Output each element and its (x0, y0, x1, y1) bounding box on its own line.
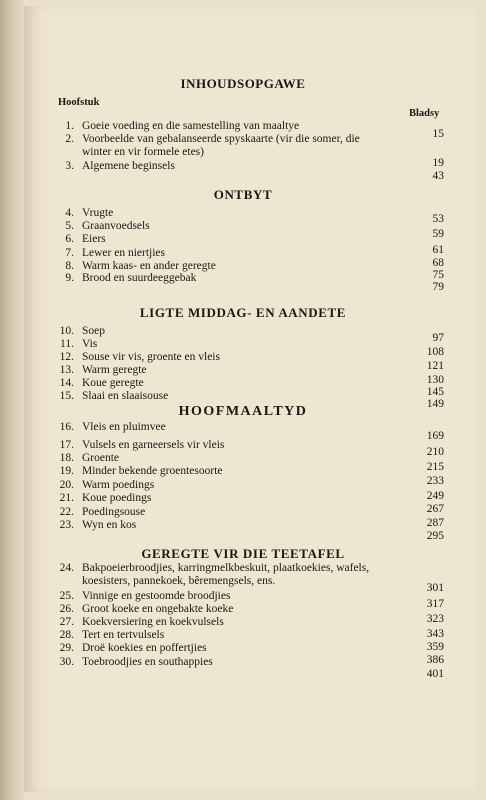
page-number: 210 (426, 446, 444, 458)
chapter-title: Vulsels en garneersels vir vleis (82, 439, 225, 451)
page-number: 68 (432, 257, 444, 269)
chapter-number: 25. (59, 590, 74, 602)
book-spine (0, 0, 24, 800)
chapter-title: Slaai en slaaisouse (82, 390, 169, 402)
chapter-number: 27. (59, 616, 74, 628)
section-heading: LIGTE MIDDAG- EN AANDETE (139, 305, 347, 320)
chapter-title: Tert en tertvulsels (82, 629, 165, 641)
page-number: 79 (432, 281, 444, 293)
page-number: 59 (432, 228, 444, 240)
chapter-number: 22. (59, 506, 74, 518)
page-number: 53 (432, 213, 444, 225)
chapter-number: 19. (59, 465, 74, 477)
chapter-number: 3. (65, 160, 74, 172)
page-number: 108 (426, 346, 444, 358)
page-number: 401 (426, 668, 444, 680)
chapter-title: Koue poedings (82, 492, 152, 504)
chapter-number: 21. (59, 492, 74, 504)
chapter-title: Koue geregte (82, 377, 144, 389)
chapter-title: Bakpoeierbroodjies, karringmelkbeskuit, plaatkoekies, wafels, koesisters, pannekoek, bêremengsels, ens. (82, 562, 370, 587)
chapter-number: 11. (60, 338, 74, 350)
page-number: 295 (426, 530, 444, 542)
column-label-page: Bladsy (409, 108, 440, 119)
chapter-title: Poedingsouse (82, 506, 146, 518)
page-number: 317 (426, 598, 444, 610)
chapter-title: Warm geregte (82, 364, 147, 376)
chapter-title: Souse vir vis, groente en vleis (82, 351, 220, 363)
page-number: 301 (426, 582, 444, 594)
chapter-title: Warm poedings (82, 479, 155, 491)
page-number: 287 (426, 517, 444, 529)
chapter-number: 29. (59, 642, 74, 654)
chapter-title: Vis (82, 338, 98, 350)
chapter-title: Brood en suurdeeggebak (82, 272, 197, 284)
chapter-title: Goeie voeding en die samestelling van maaltye (82, 120, 300, 132)
chapter-title: Vrugte (82, 207, 114, 219)
chapter-number: 5. (65, 220, 74, 232)
page-number: 267 (426, 503, 444, 515)
page-number: 75 (432, 269, 444, 281)
toc-entry (59, 346, 444, 364)
page-number: 121 (426, 360, 444, 372)
chapter-number: 20. (59, 479, 74, 491)
toc-entry (59, 374, 444, 390)
chapter-number: 12. (59, 351, 74, 363)
page-number: 61 (432, 244, 444, 256)
chapter-number: 17. (59, 439, 74, 451)
chapter-number: 9. (65, 272, 74, 284)
chapter-title: Toebroodjies en southappies (82, 656, 213, 668)
chapter-title: Soep (82, 325, 105, 337)
toc-entry (65, 244, 444, 260)
chapter-number: 10. (59, 325, 74, 337)
toc-entry (60, 332, 444, 351)
chapter-title: Algemene beginsels (82, 160, 175, 172)
chapter-number: 28. (59, 629, 74, 641)
toc-entry (59, 656, 444, 680)
page-number: 19 (432, 157, 444, 169)
section-heading: GEREGTE VIR DIE TEETAFEL (141, 546, 345, 561)
page-number: 359 (426, 641, 444, 653)
chapter-title: Groot koeke en ongebakte koeke (82, 603, 234, 615)
toc-entry (65, 269, 444, 285)
chapter-number: 26. (59, 603, 74, 615)
toc-entry (65, 160, 444, 182)
chapter-number: 4. (65, 207, 74, 219)
page-number: 323 (426, 613, 444, 625)
section-heading: ONTBYT (213, 187, 273, 202)
chapter-number: 15. (59, 390, 74, 402)
column-label-chapter: Hoofstuk (58, 97, 100, 108)
chapter-number: 2. (65, 133, 74, 145)
page-number: 130 (426, 374, 444, 386)
chapter-title: Wyn en kos (82, 519, 137, 531)
page-number: 145 (426, 386, 444, 398)
page-number: 249 (426, 490, 444, 502)
chapter-title: Vleis en pluimvee (82, 421, 166, 433)
toc-entry (65, 120, 444, 140)
toc-entry (59, 421, 444, 442)
chapter-title: Groente (82, 452, 120, 464)
chapter-title: Warm kaas- en ander geregte (82, 260, 216, 272)
toc-entry (65, 207, 444, 220)
chapter-title: Graanvoedsels (82, 220, 150, 232)
chapter-title: Koekversiering en koekvulsels (82, 616, 224, 628)
page-number: 343 (426, 628, 444, 640)
toc-entry (59, 325, 444, 338)
section-heading: HOOFMAALTYD (178, 404, 308, 419)
chapter-number: 7. (65, 247, 74, 259)
chapter-number: 14. (59, 377, 74, 389)
chapter-number: 8. (65, 260, 74, 272)
page-number: 215 (426, 461, 444, 473)
page-title: INHOUDSOPGAWE (180, 76, 306, 91)
chapter-number: 1. (65, 120, 74, 132)
page-number: 15 (432, 128, 444, 140)
page-number: 43 (432, 170, 444, 182)
chapter-number: 18. (59, 452, 74, 464)
chapter-number: 24. (59, 562, 74, 574)
toc-entry (65, 228, 444, 246)
page-number: 386 (426, 654, 444, 666)
chapter-title: Minder bekende groentesoorte (82, 465, 223, 477)
chapter-title: Droë koekies en poffertjies (82, 642, 207, 654)
page-number: 169 (426, 430, 444, 442)
toc-entry (59, 386, 444, 403)
toc-entry (59, 519, 444, 542)
chapter-title: Lewer en niertjies (82, 247, 166, 259)
chapter-number: 16. (59, 421, 74, 433)
chapter-title: Eiers (82, 233, 106, 245)
chapter-number: 13. (59, 364, 74, 376)
page-number: 149 (426, 398, 444, 410)
chapter-title: Vinnige en gestoomde broodjies (82, 590, 231, 602)
chapter-number: 30. (59, 656, 74, 668)
chapter-title: Voorbeelde van gebalanseerde spyskaarte (vir die somer, die winter en vir formele etes) (82, 133, 360, 158)
toc-entry (59, 360, 444, 377)
chapter-number: 23. (59, 519, 74, 531)
chapter-number: 6. (65, 233, 74, 245)
page-number: 233 (426, 475, 444, 487)
page-number: 97 (432, 332, 444, 344)
